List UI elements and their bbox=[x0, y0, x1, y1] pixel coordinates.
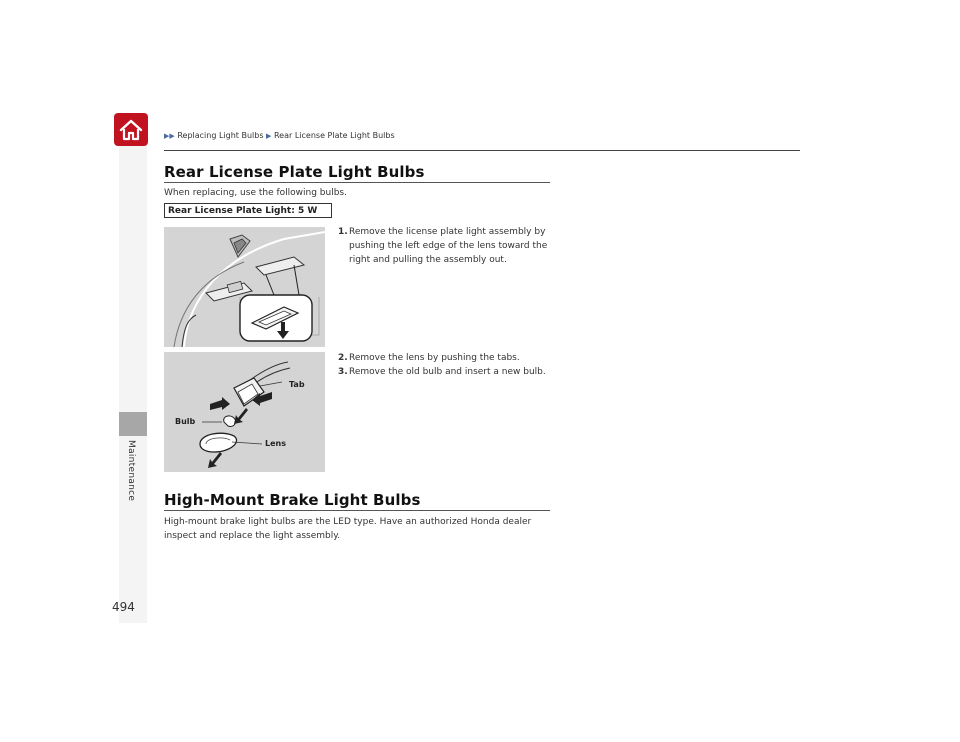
bulb-spec-box: Rear License Plate Light: 5 W bbox=[164, 203, 332, 218]
high-mount-line-2: inspect and replace the light assembly. bbox=[164, 531, 341, 541]
step-number: 2. bbox=[338, 353, 348, 363]
step-1-line-2: pushing the left edge of the lens toward the bbox=[349, 241, 548, 251]
arrow-icon: ▶ bbox=[266, 132, 272, 140]
step-1 bbox=[338, 225, 547, 267]
section-title-rear-license-plate: Rear License Plate Light Bulbs bbox=[164, 163, 425, 181]
side-tab-label[interactable]: Maintenance bbox=[126, 440, 136, 502]
section-divider bbox=[164, 182, 550, 183]
step-3-line-1: Remove the old bulb and insert a new bulb. bbox=[349, 367, 546, 377]
lens-callout-label: Lens bbox=[265, 439, 286, 448]
breadcrumb-item-rear-license-plate[interactable]: Rear License Plate Light Bulbs bbox=[273, 131, 395, 140]
lens-bulb-illustration bbox=[164, 352, 325, 472]
home-icon bbox=[118, 118, 144, 142]
bulb-callout-label: Bulb bbox=[175, 417, 196, 426]
step-1-line-1: Remove the license plate light assembly by bbox=[349, 227, 546, 237]
step-3 bbox=[338, 365, 546, 379]
section-title-high-mount-brake: High-Mount Brake Light Bulbs bbox=[164, 491, 421, 509]
step-number: 3. bbox=[338, 367, 348, 377]
step-2 bbox=[338, 351, 520, 365]
page-number: 494 bbox=[112, 600, 135, 614]
license-light-assembly-figure bbox=[164, 227, 325, 347]
high-mount-line-1: High-mount brake light bulbs are the LED type. Have an authorized Honda dealer bbox=[164, 517, 532, 527]
license-light-illustration bbox=[164, 227, 325, 347]
header-divider bbox=[164, 150, 800, 151]
home-button[interactable] bbox=[114, 113, 148, 146]
breadcrumb bbox=[164, 131, 395, 140]
section-divider bbox=[164, 510, 550, 511]
double-arrow-icon: ▶▶ bbox=[164, 132, 175, 140]
side-index-bar bbox=[119, 113, 147, 623]
step-1-line-3: right and pulling the assembly out. bbox=[349, 255, 507, 265]
intro-text: When replacing, use the following bulbs. bbox=[164, 188, 347, 198]
high-mount-description bbox=[164, 515, 584, 543]
maintenance-tab-marker[interactable] bbox=[119, 412, 147, 436]
step-2-line-1: Remove the lens by pushing the tabs. bbox=[349, 353, 520, 363]
breadcrumb-item-replacing-light-bulbs[interactable]: Replacing Light Bulbs bbox=[177, 131, 264, 140]
lens-and-bulb-figure bbox=[164, 352, 325, 472]
tab-callout-label: Tab bbox=[289, 380, 305, 389]
step-number: 1. bbox=[338, 227, 348, 237]
